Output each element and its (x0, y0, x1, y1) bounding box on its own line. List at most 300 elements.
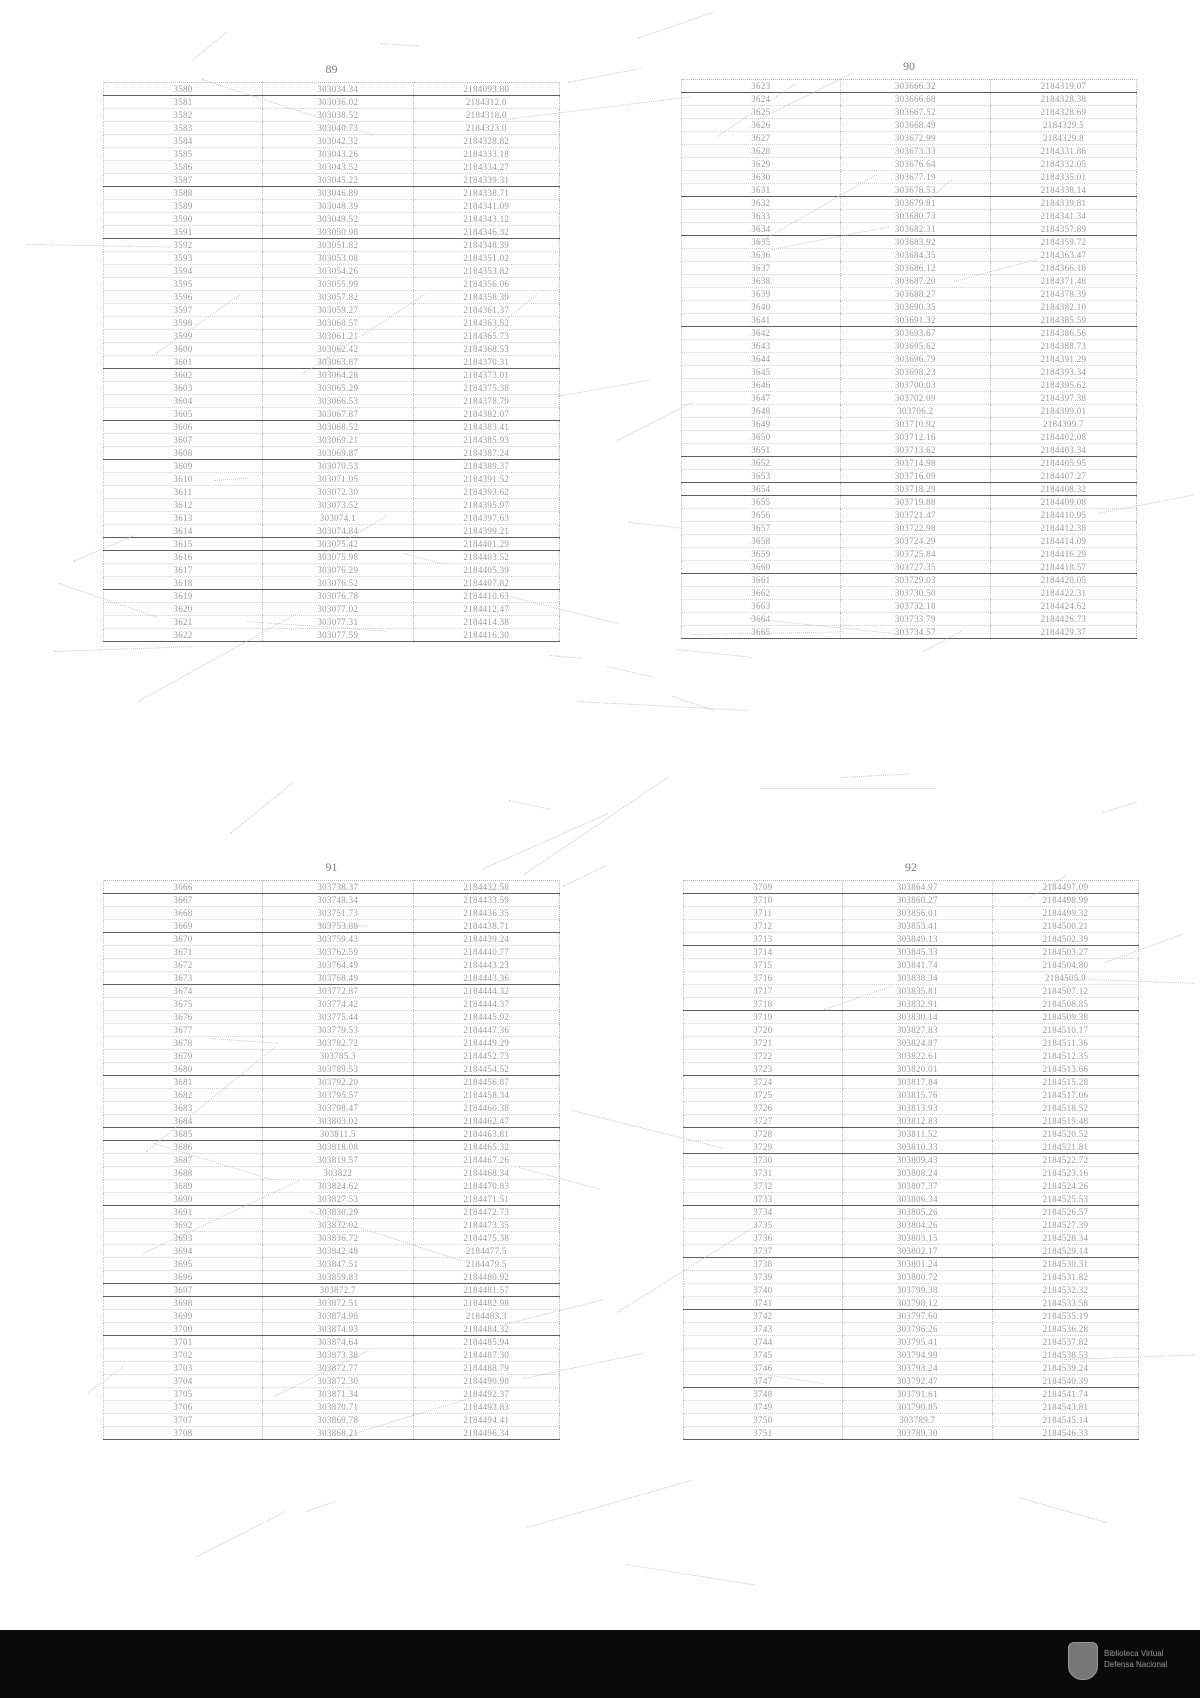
point-id-cell: 3709 (684, 881, 843, 894)
y-coordinate-cell: 2184475.38 (413, 1232, 559, 1245)
table-row (682, 405, 1137, 418)
y-coordinate-cell: 2184412.47 (413, 603, 559, 616)
table-row (104, 265, 560, 278)
table-row (104, 369, 560, 382)
y-coordinate-cell: 2184323.0 (413, 122, 559, 135)
x-coordinate-cell: 303775.44 (263, 1011, 414, 1024)
x-coordinate-cell: 303075.98 (263, 551, 414, 564)
point-id-cell: 3635 (682, 236, 841, 249)
scan-speckle (677, 649, 752, 658)
point-id-cell: 3669 (104, 920, 263, 933)
y-coordinate-cell: 2184487.30 (413, 1349, 559, 1362)
x-coordinate-cell: 303034.34 (263, 83, 414, 96)
y-coordinate-cell: 2184397.38 (990, 392, 1136, 405)
y-coordinate-cell: 2184424.62 (990, 600, 1136, 613)
point-id-cell: 3656 (682, 509, 841, 522)
y-coordinate-cell: 2184399.21 (413, 525, 559, 538)
point-id-cell: 3728 (684, 1128, 843, 1141)
point-id-cell: 3648 (682, 405, 841, 418)
table-row (104, 382, 560, 395)
table-row (684, 1232, 1139, 1245)
point-id-cell: 3595 (104, 278, 263, 291)
y-coordinate-cell: 2184382.10 (990, 301, 1136, 314)
y-coordinate-cell: 2184093.80 (413, 83, 559, 96)
y-coordinate-cell: 2184388.73 (990, 340, 1136, 353)
point-id-cell: 3690 (104, 1193, 263, 1206)
y-coordinate-cell: 2184341.09 (413, 200, 559, 213)
y-coordinate-cell: 2184319.07 (990, 80, 1136, 93)
point-id-cell: 3751 (684, 1427, 843, 1440)
point-id-cell: 3719 (684, 1011, 843, 1024)
point-id-cell: 3670 (104, 933, 263, 946)
point-id-cell: 3679 (104, 1050, 263, 1063)
page-number: 91 (325, 860, 338, 874)
x-coordinate-cell: 303077.31 (263, 616, 414, 629)
y-coordinate-cell: 2184496.34 (413, 1427, 559, 1440)
table-row (104, 920, 560, 933)
y-coordinate-cell: 2184341.34 (990, 210, 1136, 223)
table-row (682, 444, 1137, 457)
table-row (104, 551, 560, 564)
x-coordinate-cell: 303827.53 (263, 1193, 414, 1206)
point-id-cell: 3626 (682, 119, 841, 132)
table-row (104, 1115, 560, 1128)
y-coordinate-cell: 2184537.82 (992, 1336, 1138, 1349)
x-coordinate-cell: 303779.53 (263, 1024, 414, 1037)
table-row (682, 236, 1137, 249)
point-id-cell: 3731 (684, 1167, 843, 1180)
point-id-cell: 3720 (684, 1024, 843, 1037)
table-row (684, 946, 1139, 959)
x-coordinate-cell: 303811.52 (842, 1128, 992, 1141)
x-coordinate-cell: 303874.64 (263, 1336, 414, 1349)
point-id-cell: 3645 (682, 366, 841, 379)
table-row (684, 1050, 1139, 1063)
x-coordinate-cell: 303727.35 (840, 561, 990, 574)
y-coordinate-cell: 2184532.32 (992, 1284, 1138, 1297)
y-coordinate-cell: 2184471.51 (413, 1193, 559, 1206)
page-number: 89 (325, 62, 338, 76)
table-row (682, 392, 1137, 405)
y-coordinate-cell: 2184444.32 (413, 985, 559, 998)
point-id-cell: 3745 (684, 1349, 843, 1362)
table-row (104, 1349, 560, 1362)
point-id-cell: 3637 (682, 262, 841, 275)
y-coordinate-cell: 2184378.79 (413, 395, 559, 408)
y-coordinate-cell: 2184498.99 (992, 894, 1138, 907)
x-coordinate-cell: 303789.53 (263, 1063, 414, 1076)
page-number: 92 (905, 860, 917, 874)
y-coordinate-cell: 2184385.93 (413, 434, 559, 447)
point-id-cell: 3651 (682, 444, 841, 457)
point-id-cell: 3707 (104, 1414, 263, 1427)
y-coordinate-cell: 2184512.35 (992, 1050, 1138, 1063)
x-coordinate-cell: 303068.52 (263, 421, 414, 434)
table-row (104, 1102, 560, 1115)
table-row (684, 1284, 1139, 1297)
x-coordinate-cell: 303789.30 (842, 1427, 992, 1440)
table-row (684, 1193, 1139, 1206)
table-row (682, 184, 1137, 197)
y-coordinate-cell: 2184397.63 (413, 512, 559, 525)
y-coordinate-cell: 2184416.30 (413, 629, 559, 642)
scan-speckle (563, 865, 607, 887)
table-row (684, 1037, 1139, 1050)
table-row (104, 1336, 560, 1349)
x-coordinate-cell: 303864.97 (842, 881, 992, 894)
y-coordinate-cell: 2184361.37 (413, 304, 559, 317)
point-id-cell: 3660 (682, 561, 841, 574)
point-id-cell: 3584 (104, 135, 263, 148)
point-id-cell: 3664 (682, 613, 841, 626)
x-coordinate-cell: 303074.84 (263, 525, 414, 538)
table-row (684, 1115, 1139, 1128)
point-id-cell: 3631 (682, 184, 841, 197)
x-coordinate-cell: 303853.41 (842, 920, 992, 933)
x-coordinate-cell: 303860.27 (842, 894, 992, 907)
scan-speckle (549, 655, 580, 659)
point-id-cell: 3705 (104, 1388, 263, 1401)
x-coordinate-cell: 303734.57 (840, 626, 990, 639)
y-coordinate-cell: 2184527.39 (992, 1219, 1138, 1232)
x-coordinate-cell: 303059.27 (263, 304, 414, 317)
y-coordinate-cell: 2184483.3 (413, 1310, 559, 1323)
table-row (104, 1323, 560, 1336)
table-row (684, 1089, 1139, 1102)
x-coordinate-cell: 303791.61 (842, 1388, 992, 1401)
point-id-cell: 3740 (684, 1284, 843, 1297)
y-coordinate-cell: 2184473.35 (413, 1219, 559, 1232)
y-coordinate-cell: 2184513.66 (992, 1063, 1138, 1076)
y-coordinate-cell: 2184504.80 (992, 959, 1138, 972)
point-id-cell: 3729 (684, 1141, 843, 1154)
x-coordinate-cell: 303057.82 (263, 291, 414, 304)
x-coordinate-cell: 303073.52 (263, 499, 414, 512)
point-id-cell: 3744 (684, 1336, 843, 1349)
point-id-cell: 3711 (684, 907, 843, 920)
point-id-cell: 3658 (682, 535, 841, 548)
point-id-cell: 3718 (684, 998, 843, 1011)
point-id-cell: 3625 (682, 106, 841, 119)
x-coordinate-cell: 303792.20 (263, 1076, 414, 1089)
y-coordinate-cell: 2184528.34 (992, 1232, 1138, 1245)
x-coordinate-cell: 303062.42 (263, 343, 414, 356)
x-coordinate-cell: 303801.24 (842, 1258, 992, 1271)
y-coordinate-cell: 2184407.27 (990, 470, 1136, 483)
table-row (104, 1050, 560, 1063)
y-coordinate-cell: 2184523.16 (992, 1167, 1138, 1180)
y-coordinate-cell: 2184479.5 (413, 1258, 559, 1271)
y-coordinate-cell: 2184403.34 (990, 444, 1136, 457)
point-id-cell: 3600 (104, 343, 263, 356)
point-id-cell: 3636 (682, 249, 841, 262)
point-id-cell: 3663 (682, 600, 841, 613)
y-coordinate-cell: 2184503.27 (992, 946, 1138, 959)
x-coordinate-cell: 303870.71 (263, 1401, 414, 1414)
x-coordinate-cell: 303809.43 (842, 1154, 992, 1167)
y-coordinate-cell: 2184538.53 (992, 1349, 1138, 1362)
y-coordinate-cell: 2184509.38 (992, 1011, 1138, 1024)
point-id-cell: 3581 (104, 96, 263, 109)
x-coordinate-cell: 303064.28 (263, 369, 414, 382)
table-row (682, 197, 1137, 210)
point-id-cell: 3655 (682, 496, 841, 509)
x-coordinate-cell: 303045.22 (263, 174, 414, 187)
y-coordinate-cell: 2184412.38 (990, 522, 1136, 535)
table-row (682, 327, 1137, 340)
table-row (104, 187, 560, 200)
table-row (682, 418, 1137, 431)
point-id-cell: 3687 (104, 1154, 263, 1167)
x-coordinate-cell: 303077.02 (263, 603, 414, 616)
table-row (684, 1401, 1139, 1414)
point-id-cell: 3710 (684, 894, 843, 907)
x-coordinate-cell: 303672.99 (840, 132, 990, 145)
point-id-cell: 3643 (682, 340, 841, 353)
point-id-cell: 3733 (684, 1193, 843, 1206)
x-coordinate-cell: 303818.08 (263, 1141, 414, 1154)
table-row (684, 1310, 1139, 1323)
table-row (684, 907, 1139, 920)
table-row (104, 200, 560, 213)
table-row (104, 174, 560, 187)
table-row (104, 1414, 560, 1427)
table-row (682, 600, 1137, 613)
x-coordinate-cell: 303038.52 (263, 109, 414, 122)
y-coordinate-cell: 2184530.31 (992, 1258, 1138, 1271)
x-coordinate-cell: 303682.31 (840, 223, 990, 236)
y-coordinate-cell: 2184399.7 (990, 418, 1136, 431)
y-coordinate-cell: 2184545.14 (992, 1414, 1138, 1427)
point-id-cell: 3732 (684, 1180, 843, 1193)
logo-line-1: Biblioteca Virtual (1104, 1649, 1164, 1658)
table-panel-bottom-right (683, 858, 1139, 1440)
y-coordinate-cell: 2184332.05 (990, 158, 1136, 171)
x-coordinate-cell: 303054.26 (263, 265, 414, 278)
point-id-cell: 3583 (104, 122, 263, 135)
point-id-cell: 3632 (682, 197, 841, 210)
x-coordinate-cell: 303719.88 (840, 496, 990, 509)
x-coordinate-cell: 303815.76 (842, 1089, 992, 1102)
point-id-cell: 3650 (682, 431, 841, 444)
x-coordinate-cell: 303702.09 (840, 392, 990, 405)
point-id-cell: 3642 (682, 327, 841, 340)
x-coordinate-cell: 303811.5 (263, 1128, 414, 1141)
y-coordinate-cell: 2184462.47 (413, 1115, 559, 1128)
y-coordinate-cell: 2184472.73 (413, 1206, 559, 1219)
y-coordinate-cell: 2184511.36 (992, 1037, 1138, 1050)
y-coordinate-cell: 2184414.38 (413, 616, 559, 629)
table-row (682, 145, 1137, 158)
x-coordinate-cell: 303714.98 (840, 457, 990, 470)
point-id-cell: 3599 (104, 330, 263, 343)
x-coordinate-cell: 303838.34 (842, 972, 992, 985)
table-row (104, 486, 560, 499)
x-coordinate-cell: 303748.34 (263, 894, 414, 907)
point-id-cell: 3661 (682, 574, 841, 587)
table-row (684, 1011, 1139, 1024)
y-coordinate-cell: 2184329.5 (990, 119, 1136, 132)
x-coordinate-cell: 303803.15 (842, 1232, 992, 1245)
x-coordinate-cell: 303873.38 (263, 1349, 414, 1362)
y-coordinate-cell: 2184468.34 (413, 1167, 559, 1180)
point-id-cell: 3676 (104, 1011, 263, 1024)
point-id-cell: 3725 (684, 1089, 843, 1102)
point-id-cell: 3601 (104, 356, 263, 369)
y-coordinate-cell: 2184518.52 (992, 1102, 1138, 1115)
y-coordinate-cell: 2184505.9 (992, 972, 1138, 985)
x-coordinate-cell: 303732.18 (840, 600, 990, 613)
y-coordinate-cell: 2184363.52 (413, 317, 559, 330)
x-coordinate-cell: 303820.01 (842, 1063, 992, 1076)
y-coordinate-cell: 2184329.8 (990, 132, 1136, 145)
x-coordinate-cell: 303040.73 (263, 122, 414, 135)
x-coordinate-cell: 303676.64 (840, 158, 990, 171)
y-coordinate-cell: 2184407.82 (413, 577, 559, 590)
point-id-cell: 3742 (684, 1310, 843, 1323)
x-coordinate-cell: 303042.32 (263, 135, 414, 148)
point-id-cell: 3605 (104, 408, 263, 421)
x-coordinate-cell: 303759.43 (263, 933, 414, 946)
point-id-cell: 3702 (104, 1349, 263, 1362)
point-id-cell: 3667 (104, 894, 263, 907)
x-coordinate-cell: 303698.23 (840, 366, 990, 379)
x-coordinate-cell: 303785.3 (263, 1050, 414, 1063)
x-coordinate-cell: 303061.21 (263, 330, 414, 343)
point-id-cell: 3746 (684, 1362, 843, 1375)
table-row (104, 1141, 560, 1154)
x-coordinate-cell: 303046.89 (263, 187, 414, 200)
x-coordinate-cell: 303691.32 (840, 314, 990, 327)
x-coordinate-cell: 303074.1 (263, 512, 414, 525)
y-coordinate-cell: 2184363.47 (990, 249, 1136, 262)
point-id-cell: 3646 (682, 379, 841, 392)
y-coordinate-cell: 2184395.62 (990, 379, 1136, 392)
y-coordinate-cell: 2184481.57 (413, 1284, 559, 1297)
y-coordinate-cell: 2184510.17 (992, 1024, 1138, 1037)
y-coordinate-cell: 2184524.26 (992, 1180, 1138, 1193)
point-id-cell: 3641 (682, 314, 841, 327)
point-id-cell: 3665 (682, 626, 841, 639)
table-row (682, 366, 1137, 379)
y-coordinate-cell: 2184454.52 (413, 1063, 559, 1076)
x-coordinate-cell: 303872.77 (263, 1362, 414, 1375)
scan-speckle (842, 774, 908, 778)
table-row (104, 1180, 560, 1193)
x-coordinate-cell: 303768.49 (263, 972, 414, 985)
y-coordinate-cell: 2184356.06 (413, 278, 559, 291)
y-coordinate-cell: 2184490.98 (413, 1375, 559, 1388)
scan-speckle (54, 646, 192, 652)
table-row (104, 434, 560, 447)
point-id-cell: 3748 (684, 1388, 843, 1401)
table-row (104, 1297, 560, 1310)
y-coordinate-cell: 2184353.82 (413, 265, 559, 278)
point-id-cell: 3724 (684, 1076, 843, 1089)
point-id-cell: 3619 (104, 590, 263, 603)
point-id-cell: 3649 (682, 418, 841, 431)
x-coordinate-cell: 303695.62 (840, 340, 990, 353)
scan-speckle (1019, 1497, 1107, 1523)
y-coordinate-cell: 2184422.31 (990, 587, 1136, 600)
x-coordinate-cell: 303690.35 (840, 301, 990, 314)
point-id-cell: 3747 (684, 1375, 843, 1388)
table-row (104, 447, 560, 460)
point-id-cell: 3697 (104, 1284, 263, 1297)
x-coordinate-cell: 303053.08 (263, 252, 414, 265)
x-coordinate-cell: 303677.19 (840, 171, 990, 184)
table-row (684, 1102, 1139, 1115)
table-row (104, 1011, 560, 1024)
x-coordinate-cell: 303796.26 (842, 1323, 992, 1336)
scan-speckle (557, 380, 650, 397)
point-id-cell: 3722 (684, 1050, 843, 1063)
y-coordinate-cell: 2184343.12 (413, 213, 559, 226)
y-coordinate-cell: 2184432.58 (413, 881, 559, 894)
table-row (684, 1427, 1139, 1440)
y-coordinate-cell: 2184525.53 (992, 1193, 1138, 1206)
y-coordinate-cell: 2184447.36 (413, 1024, 559, 1037)
x-coordinate-cell: 303859.83 (263, 1271, 414, 1284)
table-row (104, 564, 560, 577)
x-coordinate-cell: 303751.73 (263, 907, 414, 920)
table-row (682, 288, 1137, 301)
logo-line-2: Defensa Nacional (1104, 1660, 1168, 1669)
point-id-cell: 3734 (684, 1206, 843, 1219)
table-row (684, 1388, 1139, 1401)
x-coordinate-cell: 303830.14 (842, 1011, 992, 1024)
x-coordinate-cell: 303077.59 (263, 629, 414, 642)
x-coordinate-cell: 303070.53 (263, 460, 414, 473)
y-coordinate-cell: 2184405.95 (990, 457, 1136, 470)
table-row (104, 1232, 560, 1245)
y-coordinate-cell: 2184351.02 (413, 252, 559, 265)
x-coordinate-cell: 303043.52 (263, 161, 414, 174)
point-id-cell: 3617 (104, 564, 263, 577)
table-row (104, 1037, 560, 1050)
x-coordinate-cell: 303051.82 (263, 239, 414, 252)
y-coordinate-cell: 2184494.41 (413, 1414, 559, 1427)
x-coordinate-cell: 303841.74 (842, 959, 992, 972)
table-row (682, 470, 1137, 483)
table-row (104, 629, 560, 642)
y-coordinate-cell: 2184328.69 (990, 106, 1136, 119)
library-logo-text (1104, 1648, 1196, 1670)
table-row (104, 135, 560, 148)
y-coordinate-cell: 2184520.52 (992, 1128, 1138, 1141)
point-id-cell: 3607 (104, 434, 263, 447)
table-row (684, 1297, 1139, 1310)
x-coordinate-cell: 303868.21 (263, 1427, 414, 1440)
y-coordinate-cell: 2184536.28 (992, 1323, 1138, 1336)
y-coordinate-cell: 2184515.28 (992, 1076, 1138, 1089)
x-coordinate-cell: 303673.33 (840, 145, 990, 158)
y-coordinate-cell: 2184333.18 (413, 148, 559, 161)
x-coordinate-cell: 303798.12 (842, 1297, 992, 1310)
point-id-cell: 3657 (682, 522, 841, 535)
x-coordinate-cell: 303849.13 (842, 933, 992, 946)
point-id-cell: 3616 (104, 551, 263, 564)
x-coordinate-cell: 303836.72 (263, 1232, 414, 1245)
y-coordinate-cell: 2184382.07 (413, 408, 559, 421)
table-row (104, 1024, 560, 1037)
y-coordinate-cell: 2184335.01 (990, 171, 1136, 184)
table-row (684, 1271, 1139, 1284)
y-coordinate-cell: 2184535.19 (992, 1310, 1138, 1323)
point-id-cell: 3627 (682, 132, 841, 145)
table-row (682, 132, 1137, 145)
table-row (684, 1414, 1139, 1427)
